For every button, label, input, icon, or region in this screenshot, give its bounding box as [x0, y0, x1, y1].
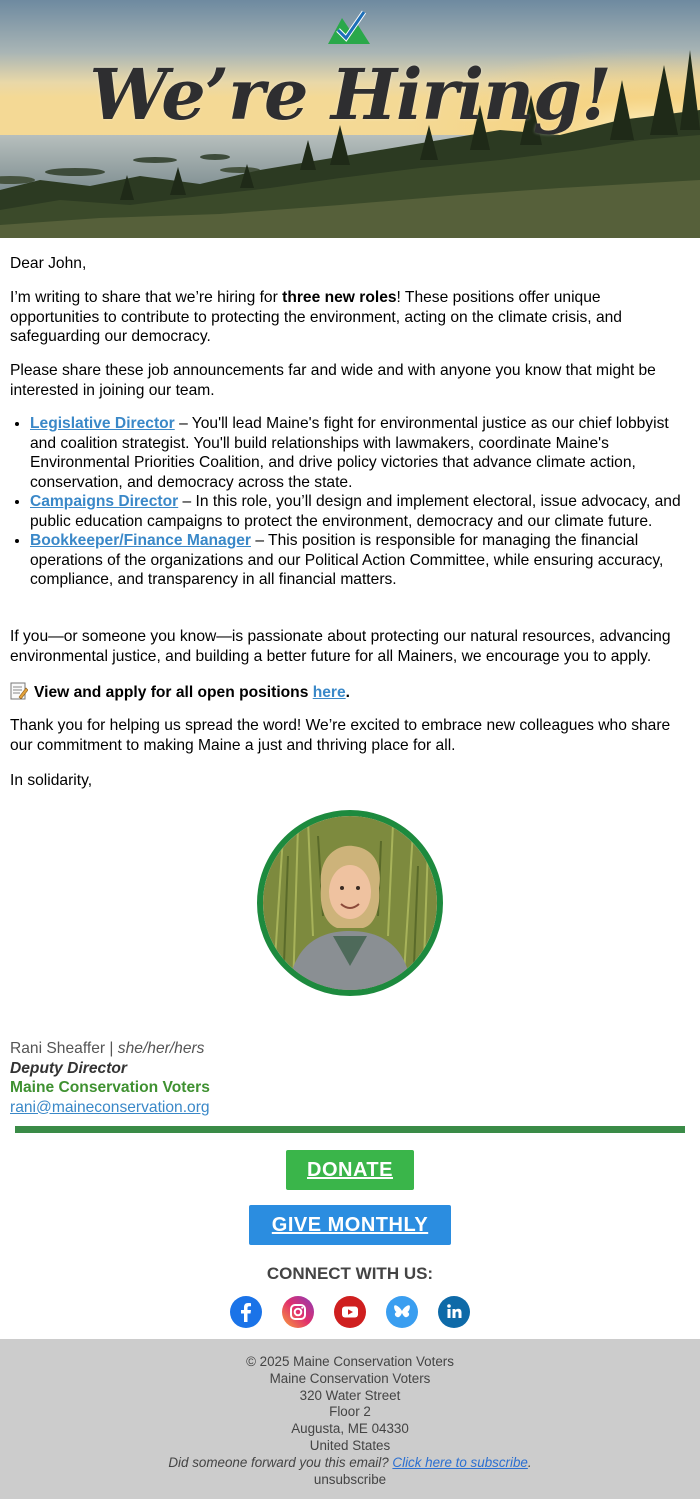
- hero-banner: [0, 0, 700, 238]
- signature-block: [10, 1039, 210, 1117]
- job-description: – You'll lead Maine's fight for environmental justice as our chief lobbyist and coalition strategist. You'll build relationships with lawmakers, coordinate Maine's Environmental Priorities Coalition, and drive policy victories that advance climate action, conservation, and democracy across the state.: [30, 415, 669, 491]
- memo-icon: [10, 682, 28, 700]
- footer-org: Maine Conservation Voters: [269, 1370, 431, 1386]
- bluesky-icon[interactable]: [386, 1296, 418, 1328]
- intro-text: I’m writing to share that we’re hiring for: [10, 289, 283, 306]
- hero-title: We’re Hiring!: [89, 53, 611, 136]
- signature-org: Maine Conservation Voters: [10, 1079, 210, 1096]
- portrait-image: [263, 816, 437, 990]
- footer-forward-line: [0, 1455, 700, 1472]
- passion-paragraph: If you—or someone you know—is passionate about protecting our natural resources, advancing environmental justice, and building a better future for all Mainers, we encourage you to apply.: [10, 628, 671, 665]
- thanks-paragraph: Thank you for helping us spread the word! We’re excited to embrace new colleagues who share our commitment to making Maine a just and thriving place for all.: [10, 717, 671, 754]
- forward-end: .: [527, 1454, 532, 1470]
- intro-text-end: ! These positions offer unique opportunities to contribute to protecting the environment, acting on the climate crisis, and safeguarding our democracy.: [10, 289, 622, 345]
- connect-label: CONNECT WITH US:: [266, 1264, 434, 1283]
- closing: In solidarity,: [10, 772, 93, 789]
- signature-email-link[interactable]: rani@maineconservation.org: [10, 1098, 210, 1116]
- apply-text: View and apply for all open positions: [34, 684, 313, 701]
- job-description: – In this role, you’ll design and implement electoral, issue advocacy, and public education campaigns to protect the environment, democracy and our climate future.: [30, 493, 681, 530]
- footer-country: United States: [309, 1437, 391, 1453]
- unsubscribe-link[interactable]: unsubscribe: [313, 1471, 387, 1487]
- divider: [15, 1126, 685, 1133]
- footer-street: 320 Water Street: [299, 1387, 401, 1403]
- subscribe-link[interactable]: Click here to subscribe: [392, 1454, 528, 1470]
- footer-city: Augusta, ME 04330: [291, 1421, 409, 1437]
- signature-separator: |: [105, 1040, 118, 1057]
- mountain-check-logo: [326, 8, 372, 46]
- give-monthly-button[interactable]: GIVE MONTHLY: [249, 1205, 451, 1245]
- youtube-icon[interactable]: [334, 1296, 366, 1328]
- donate-button[interactable]: DONATE: [286, 1150, 414, 1190]
- signature-pronouns: she/her/hers: [117, 1040, 205, 1057]
- job-link-bookkeeper[interactable]: Bookkeeper/Finance Manager: [30, 532, 251, 549]
- linkedin-icon[interactable]: [438, 1296, 470, 1328]
- apply-here-link[interactable]: here: [312, 684, 346, 701]
- list-item: [30, 414, 690, 492]
- apply-line: [10, 682, 350, 703]
- job-link-legislative-director[interactable]: Legislative Director: [30, 415, 175, 432]
- job-description: – This position is responsible for managing the financial operations of the organizations and our Political Action Committee, while ensuring accuracy, compliance, and transparency in all financial matters.: [30, 532, 664, 588]
- intro-paragraph: [10, 288, 690, 347]
- social-links: [0, 1296, 700, 1328]
- footer: [0, 1339, 700, 1499]
- list-item: [30, 531, 690, 590]
- footer-copyright: © 2025 Maine Conservation Voters: [246, 1354, 454, 1369]
- instagram-icon[interactable]: [282, 1296, 314, 1328]
- forward-text: Did someone forward you this email?: [168, 1454, 393, 1470]
- apply-end: .: [345, 684, 351, 701]
- signature-title: Deputy Director: [10, 1059, 127, 1077]
- job-list: [10, 414, 690, 590]
- list-item: [30, 492, 690, 531]
- intro-bold: three new roles: [282, 289, 397, 306]
- signature-name: Rani Sheaffer: [10, 1040, 106, 1057]
- footer-floor: Floor 2: [329, 1404, 371, 1420]
- share-paragraph: Please share these job announcements far and wide and with anyone you know that might be interested in joining our team.: [10, 362, 656, 399]
- greeting: Dear John,: [10, 255, 87, 272]
- job-link-campaigns-director[interactable]: Campaigns Director: [30, 493, 179, 510]
- signature-portrait: [257, 810, 443, 996]
- facebook-icon[interactable]: [230, 1296, 262, 1328]
